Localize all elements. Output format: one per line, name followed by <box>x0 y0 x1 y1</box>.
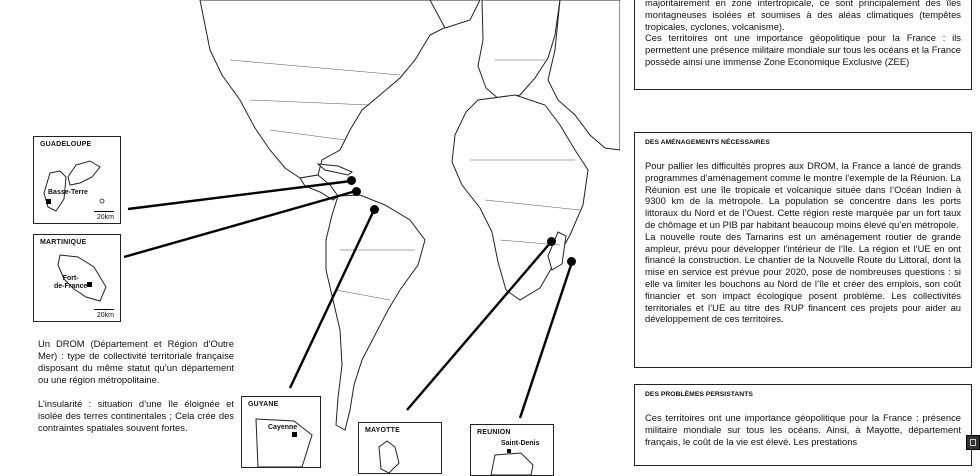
drom-definition: Un DROM (Département et Région d’Outre Mer) : type de collectivité territoriale française disposant du même statut qu’un département ou une région métropolitaine. <box>38 338 234 385</box>
guyane-territory-shape <box>242 397 320 467</box>
guyane-inset <box>241 396 321 468</box>
mayotte-marker <box>547 237 556 246</box>
europe-outline <box>478 0 560 100</box>
martinique-scalebar <box>94 309 114 310</box>
intro-paragraph-2: Ces territoires ont une importance géopolitique pour la France : ils permettent une présence militaire mondiale sur tous les océans et la France possède ainsi une immense Zone Economique Exclusive (ZEE) <box>645 32 961 67</box>
north-america-outline <box>200 0 470 178</box>
insularite-definition: L’insularité : situation d’une île éloignée et isolée des terres continentales ; Cela crée des contraintes spatiales souvent fortes. <box>38 398 234 433</box>
martinique-city: Fort- de-France <box>54 275 88 290</box>
problemes-heading: DES PROBLÈMES PERSISTANTS <box>645 391 753 398</box>
guadeloupe-scalebar <box>94 211 114 212</box>
martinique-scale: 20km <box>96 312 114 319</box>
mayotte-title: MAYOTTE <box>365 427 400 434</box>
panel-intro <box>634 0 972 90</box>
amenagements-paragraph-2: La nouvelle route des Tamarins est un aménagement routier de grande ampleur, prévu pour développer l’intérieur de l’île. La région et l’UE en ont financé la construction. Le chantier de la Nouvelle Route du Littoral, dont la mise en service est prévue pour 2020, pose de nombreuses questions : si elle va limiter les bouchons au Nord de l’île et créer des emplois, son coût financier et son impact écologique posent problème. Les collectivités territoriales et l’UE au titre des RUP financent ces projets pour aider au développement de ces territoires. <box>645 230 961 325</box>
intro-paragraph-1: majoritairement en zone intertropicale, ce sont principalement des îles montagneuses isolées et soumises à des aléas climatiques (tempêtes tropicales, cyclones, volcanisme). <box>645 0 961 32</box>
guadeloupe-scale: 20km <box>96 214 114 221</box>
guadeloupe-inset <box>33 136 121 224</box>
panel-problemes <box>634 384 972 466</box>
problemes-paragraph-1: Ces territoires ont une importance géopolitique pour la France : présence militaire mondiale sur tous les océans. Ainsi, à Mayotte, département français, le coût de la vie est élevé. Les prestations <box>645 412 961 447</box>
panel-amenagements <box>634 132 972 368</box>
guadeloupe-title: GUADELOUPE <box>40 141 92 148</box>
martinique-title: MARTINIQUE <box>40 239 87 246</box>
south-america-outline <box>326 195 425 430</box>
reunion-island-shape <box>471 425 553 475</box>
guyane-marker <box>370 205 379 214</box>
guyane-title: GUYANE <box>248 401 279 408</box>
central-america-outline <box>300 175 338 200</box>
corner-widget-icon[interactable] <box>966 435 980 450</box>
guadeloupe-marker <box>347 176 356 185</box>
guyane-city: Cayenne <box>268 424 298 431</box>
mayotte-island-shape <box>359 423 441 473</box>
reunion-inset <box>470 424 554 476</box>
martinique-inset <box>33 234 121 322</box>
reunion-marker <box>567 257 576 266</box>
caribbean-islands-outline <box>318 164 352 175</box>
martinique-marker <box>352 187 361 196</box>
mayotte-inset <box>358 422 442 474</box>
guadeloupe-city: Basse-Terre <box>48 189 88 196</box>
reunion-city: Saint-Denis <box>501 440 540 447</box>
amenagements-paragraph-1: Pour pallier les difficultés propres aux DROM, la France a lancé de grands programmes d’aménagement comme le montre l’exemple de la Réunion. La Réunion est une île tropicale et volcanique située dans l’Océan Indien à 9300 km de la métropole. La population se concentre dans les ports littoraux du Nord et de l’Ouest. Cette région reste marquée par un fort taux de chômage et un PIB par habitant beaucoup moins élevé qu’en métropole. <box>645 160 961 230</box>
amenagements-heading: DES AMÉNAGEMENTS NÉCESSAIRES <box>645 139 770 146</box>
africa-outline <box>452 95 588 300</box>
reunion-title: REUNION <box>477 429 511 436</box>
